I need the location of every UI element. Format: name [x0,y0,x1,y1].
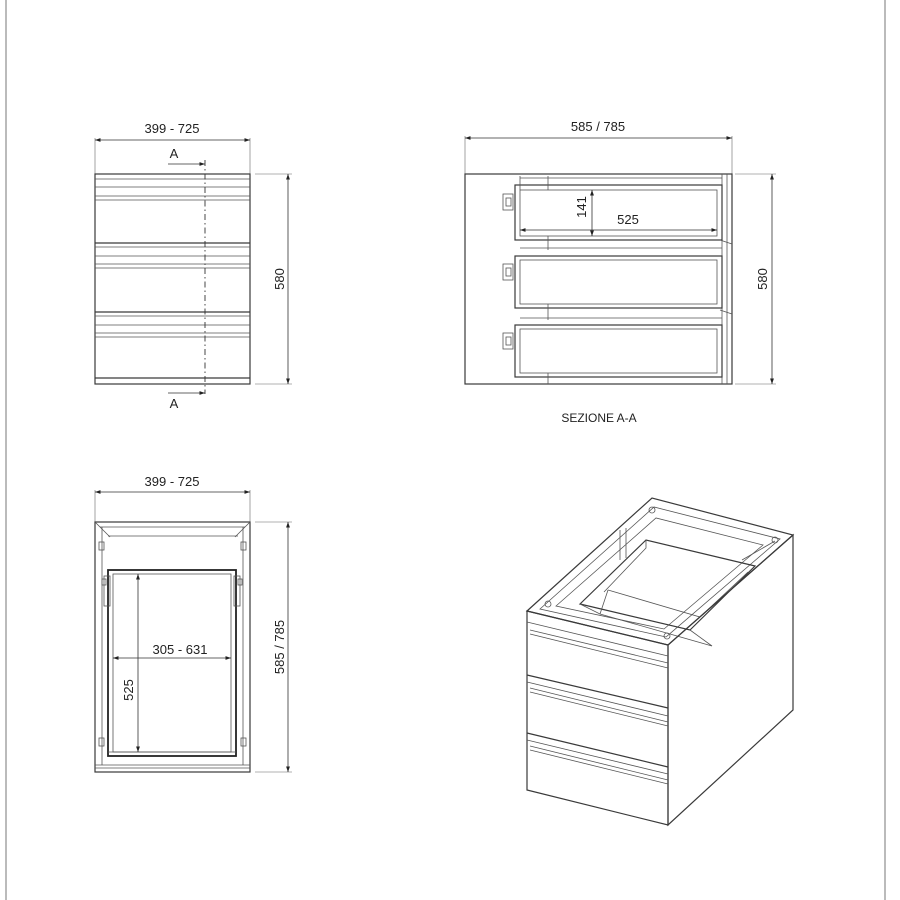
section-drawer-2 [503,248,732,320]
section-cabinet-outline [465,174,732,384]
drawer-depth-label: 525 [617,212,639,227]
iso-front-face [527,611,668,825]
front-cabinet-body [95,174,250,384]
iso-drawer-1 [527,622,668,708]
top-width-label: 399 - 725 [144,474,200,489]
iso-side-face [668,535,793,825]
section-view [465,119,776,425]
section-marker-bottom: A [169,396,179,411]
top-drawer-outline [102,570,242,756]
top-depth-label: 585 / 785 [272,619,287,675]
section-drawer-3 [503,318,722,384]
front-drawer-3 [95,316,250,378]
section-caption: SEZIONE A-A [561,411,637,425]
front-view [95,121,292,411]
front-drawer-2 [95,247,250,312]
section-marker-top: A [169,146,179,161]
front-width-label: 399 - 725 [144,121,200,136]
front-height-label: 580 [272,268,287,290]
isometric-view [527,498,793,825]
inner-depth-label: 525 [121,679,136,701]
section-depth-label: 585 / 785 [570,119,626,134]
inner-width-label: 305 - 631 [152,642,208,657]
section-height-label: 580 [755,268,770,290]
top-view [95,474,292,772]
drawer-height-label: 141 [574,196,589,218]
front-drawer-1 [95,179,250,243]
